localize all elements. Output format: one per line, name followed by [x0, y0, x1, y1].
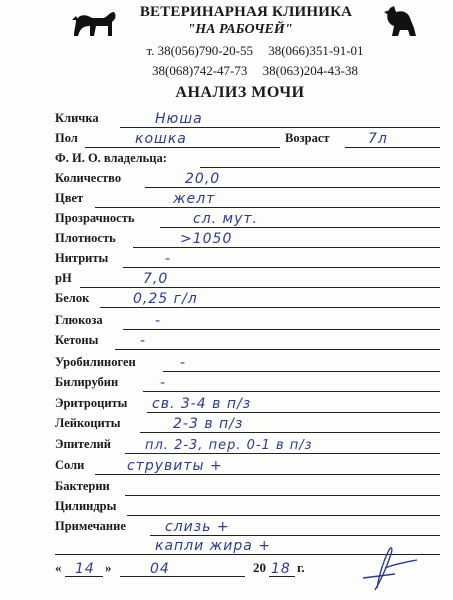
- field-value: 2-3 в п/з: [173, 416, 244, 432]
- date-close-quote: »: [105, 560, 112, 575]
- field-value: желт: [173, 191, 216, 207]
- field-line: [85, 147, 280, 148]
- field-value: св. 3-4 в п/з: [152, 396, 252, 412]
- field-label: Прозрачность: [55, 211, 135, 225]
- field-label: Примечание: [55, 519, 126, 533]
- clinic-subtitle: "НА РАБОЧЕЙ": [187, 22, 293, 37]
- field-row-epithelium: [55, 436, 440, 454]
- field-label: Плотность: [55, 231, 116, 245]
- field-label: Цвет: [55, 191, 84, 205]
- field-row-name: [55, 110, 440, 128]
- clinic-name: ВЕТЕРИНАРНАЯ КЛИНИКА: [139, 4, 353, 20]
- date-open-quote: «: [55, 560, 62, 575]
- date-year-suffix: г.: [297, 560, 305, 575]
- field-line: [127, 515, 440, 516]
- field-row-color: [55, 190, 440, 208]
- field-label: Нитриты: [55, 251, 109, 265]
- field-row-protein: [55, 290, 440, 308]
- field-row-ketones: [55, 332, 440, 350]
- field-label: Эпителий: [55, 437, 111, 451]
- field-row-amount: [55, 170, 440, 188]
- field-row-clarity: [55, 210, 440, 228]
- field-line: [143, 391, 440, 392]
- field-row-owner: [55, 150, 440, 168]
- field-row-density: [55, 230, 440, 248]
- field-row-nitrites: [55, 250, 440, 268]
- dog-silhouette-icon: [70, 6, 118, 42]
- date-month: 04: [150, 561, 170, 577]
- field-label: Возраст: [285, 131, 330, 145]
- field-value: -: [155, 313, 162, 329]
- field-row-note: [55, 518, 440, 536]
- field-label: Бактерии: [55, 479, 110, 493]
- field-line: [145, 187, 440, 188]
- field-value: -: [180, 355, 187, 371]
- field-label: Белок: [55, 291, 90, 305]
- field-label: pH: [55, 271, 72, 285]
- phone-number: 38(066)351-91-01: [268, 43, 364, 58]
- field-value: 7,0: [143, 271, 169, 287]
- field-value: кошка: [135, 131, 187, 147]
- field-label: Билирубин: [55, 375, 119, 389]
- field-value: -: [160, 375, 167, 391]
- field-row-leukocytes: [55, 415, 440, 433]
- field-label: Количество: [55, 171, 122, 185]
- field-row-glucose: [55, 312, 440, 330]
- field-line: [160, 227, 440, 228]
- field-line: [163, 371, 440, 372]
- field-label: Пол: [55, 131, 78, 145]
- field-line: [115, 349, 440, 350]
- date-day: 14: [75, 561, 95, 577]
- field-line: [125, 453, 440, 454]
- field-line: [123, 329, 440, 330]
- phone-number: 38(068)742-47-73: [152, 63, 248, 78]
- field-row-ph: [55, 270, 440, 288]
- phone-number: 38(063)204-43-38: [262, 63, 358, 78]
- field-row-erythrocytes: [55, 395, 440, 413]
- field-line: [95, 474, 440, 475]
- field-line: [120, 127, 440, 128]
- field-line: [123, 267, 440, 268]
- field-value: Нюша: [155, 111, 203, 127]
- field-value: слизь +: [165, 519, 230, 535]
- field-label: Эритроциты: [55, 396, 128, 410]
- field-line: [80, 287, 440, 288]
- field-line: [133, 247, 440, 248]
- date-month-line: [120, 576, 245, 577]
- field-row-sex: [55, 130, 440, 148]
- field-row-urobilinogen: [55, 354, 440, 372]
- field-line: [150, 535, 440, 536]
- field-value: капли жира +: [155, 538, 272, 554]
- field-line: [125, 495, 440, 496]
- field-label: Глюкоза: [55, 313, 103, 327]
- field-value: пл. 2-3, пер. 0-1 в п/з: [145, 438, 313, 453]
- date-year-prefix: 20: [253, 560, 266, 575]
- field-label: Соли: [55, 458, 85, 472]
- field-label: Кетоны: [55, 333, 99, 347]
- field-value: сл. мут.: [193, 211, 258, 227]
- field-label: Цилиндры: [55, 499, 117, 513]
- field-line: [95, 207, 440, 208]
- field-value: 0,25 г/л: [133, 291, 198, 307]
- field-value: -: [165, 251, 172, 267]
- field-row-bacteria: [55, 478, 440, 496]
- date-year: 18: [271, 561, 291, 577]
- field-label: Ф. И. О. владельца:: [55, 151, 167, 165]
- field-value: 7л: [368, 131, 388, 147]
- field-label: Кличка: [55, 111, 99, 125]
- field-row-salts: [55, 457, 440, 475]
- field-row-cylinders: [55, 498, 440, 516]
- document-title: АНАЛИЗ МОЧИ: [175, 84, 305, 101]
- dog-silhouette-icon: [380, 4, 420, 40]
- field-label: Уробилиноген: [55, 355, 136, 369]
- field-row-bilirubin: [55, 374, 440, 392]
- field-line: [200, 167, 440, 168]
- field-label: Лейкоциты: [55, 416, 121, 430]
- field-value: -: [140, 333, 147, 349]
- phone-line: [90, 63, 420, 79]
- field-line: [100, 307, 440, 308]
- field-value: 20,0: [185, 171, 221, 187]
- phone-line: [90, 43, 420, 59]
- field-value: струвиты +: [127, 458, 223, 474]
- field-line: [147, 412, 440, 413]
- phone-number: т. 38(056)790-20-55: [146, 43, 253, 58]
- field-value: >1050: [180, 231, 233, 247]
- date-row: [55, 556, 385, 578]
- signature: [355, 540, 425, 595]
- field-line: [345, 147, 440, 148]
- field-line: [140, 432, 440, 433]
